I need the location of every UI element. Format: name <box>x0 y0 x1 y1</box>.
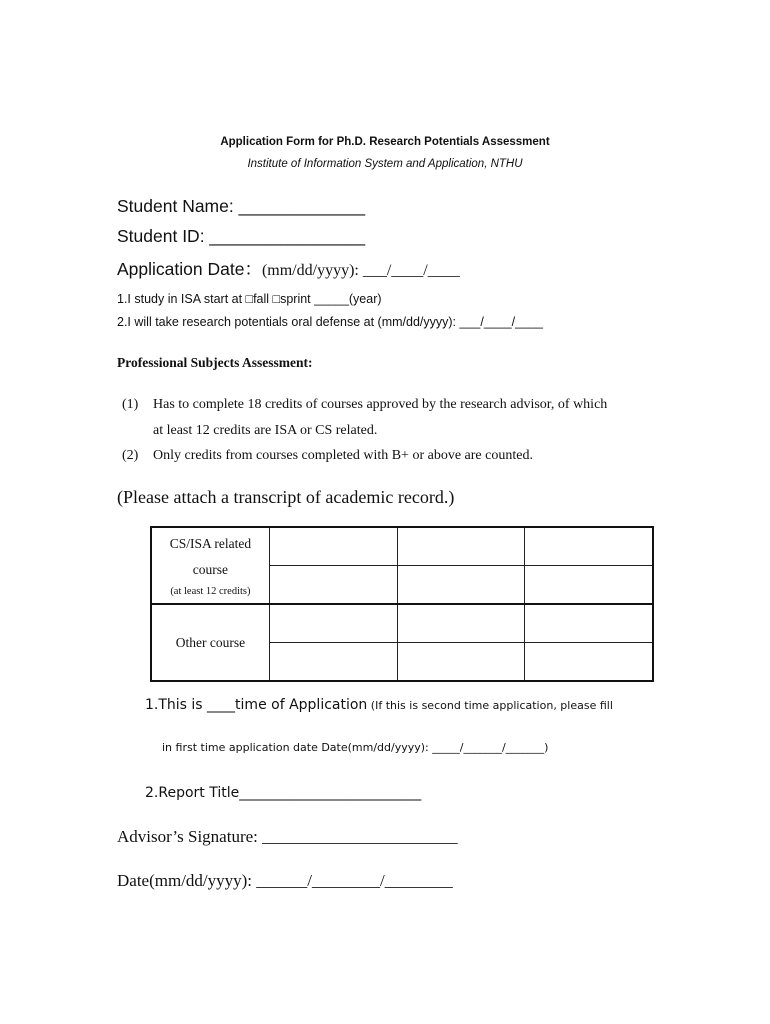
table-cell[interactable] <box>525 566 653 605</box>
student-name-field[interactable]: Student Name: _____________ <box>117 196 366 216</box>
application-count-text: 1.This is ____time of Application <box>145 697 368 713</box>
table-cell[interactable] <box>397 643 525 682</box>
form-subtitle: Institute of Information System and Application, NTHU <box>247 158 523 170</box>
report-title-field[interactable]: 2.Report Title__________________________ <box>145 785 422 801</box>
application-date-label: Application Date： <box>117 259 262 279</box>
assessment-item-text: Only credits from courses completed with B+ or above are counted. <box>153 448 533 463</box>
question-oral-defense-date[interactable]: 2.I will take research potentials oral defense at (mm/dd/yyyy): ___/____/____ <box>117 315 543 329</box>
first-application-date-field[interactable]: in first time application date Date(mm/dd/yyyy): _____/_______/_______) <box>162 741 549 754</box>
application-date-field[interactable] <box>117 256 460 281</box>
assessment-item-number: (1) <box>122 397 139 412</box>
cs-isa-label-line2: course <box>192 561 229 577</box>
assessment-item-text-cont: at least 12 credits are ISA or CS related. <box>153 423 378 438</box>
student-id-field[interactable]: Student ID: ________________ <box>117 226 366 246</box>
table-cell[interactable] <box>525 527 653 566</box>
cs-isa-course-label <box>151 527 269 604</box>
table-cell[interactable] <box>269 604 397 643</box>
other-course-label-text: Other course <box>175 634 246 650</box>
application-date-format: (mm/dd/yyyy): ___/____/____ <box>261 262 460 279</box>
assessment-item-text: Has to complete 18 credits of courses approved by the research advisor, of which <box>153 397 608 412</box>
cs-isa-label-note: (at least 12 credits) <box>170 585 251 597</box>
advisor-signature-field[interactable]: Advisor’s Signature: _______________________ <box>117 827 458 846</box>
table-cell[interactable] <box>397 604 525 643</box>
question-start-term[interactable]: 1.I study in ISA start at □fall □sprint _____(year) <box>117 292 382 306</box>
other-course-label <box>151 604 269 681</box>
cs-isa-label-line1: CS/ISA related <box>169 535 252 551</box>
form-title: Application Form for Ph.D. Research Potentials Assessment <box>220 136 550 148</box>
table-cell[interactable] <box>269 643 397 682</box>
assessment-item-number: (2) <box>122 448 139 463</box>
application-count-note: (If this is second time application, please fill <box>367 699 613 712</box>
table-cell[interactable] <box>397 527 525 566</box>
table-cell[interactable] <box>525 643 653 682</box>
assessment-heading: Professional Subjects Assessment: <box>117 355 313 370</box>
course-credits-table <box>150 526 654 682</box>
transcript-note: (Please attach a transcript of academic record.) <box>117 487 455 507</box>
table-cell[interactable] <box>525 604 653 643</box>
table-cell[interactable] <box>269 566 397 605</box>
table-cell[interactable] <box>397 566 525 605</box>
application-count-field[interactable] <box>145 696 613 714</box>
signature-date-field[interactable]: Date(mm/dd/yyyy): ______/________/________ <box>117 871 453 890</box>
table-cell[interactable] <box>269 527 397 566</box>
